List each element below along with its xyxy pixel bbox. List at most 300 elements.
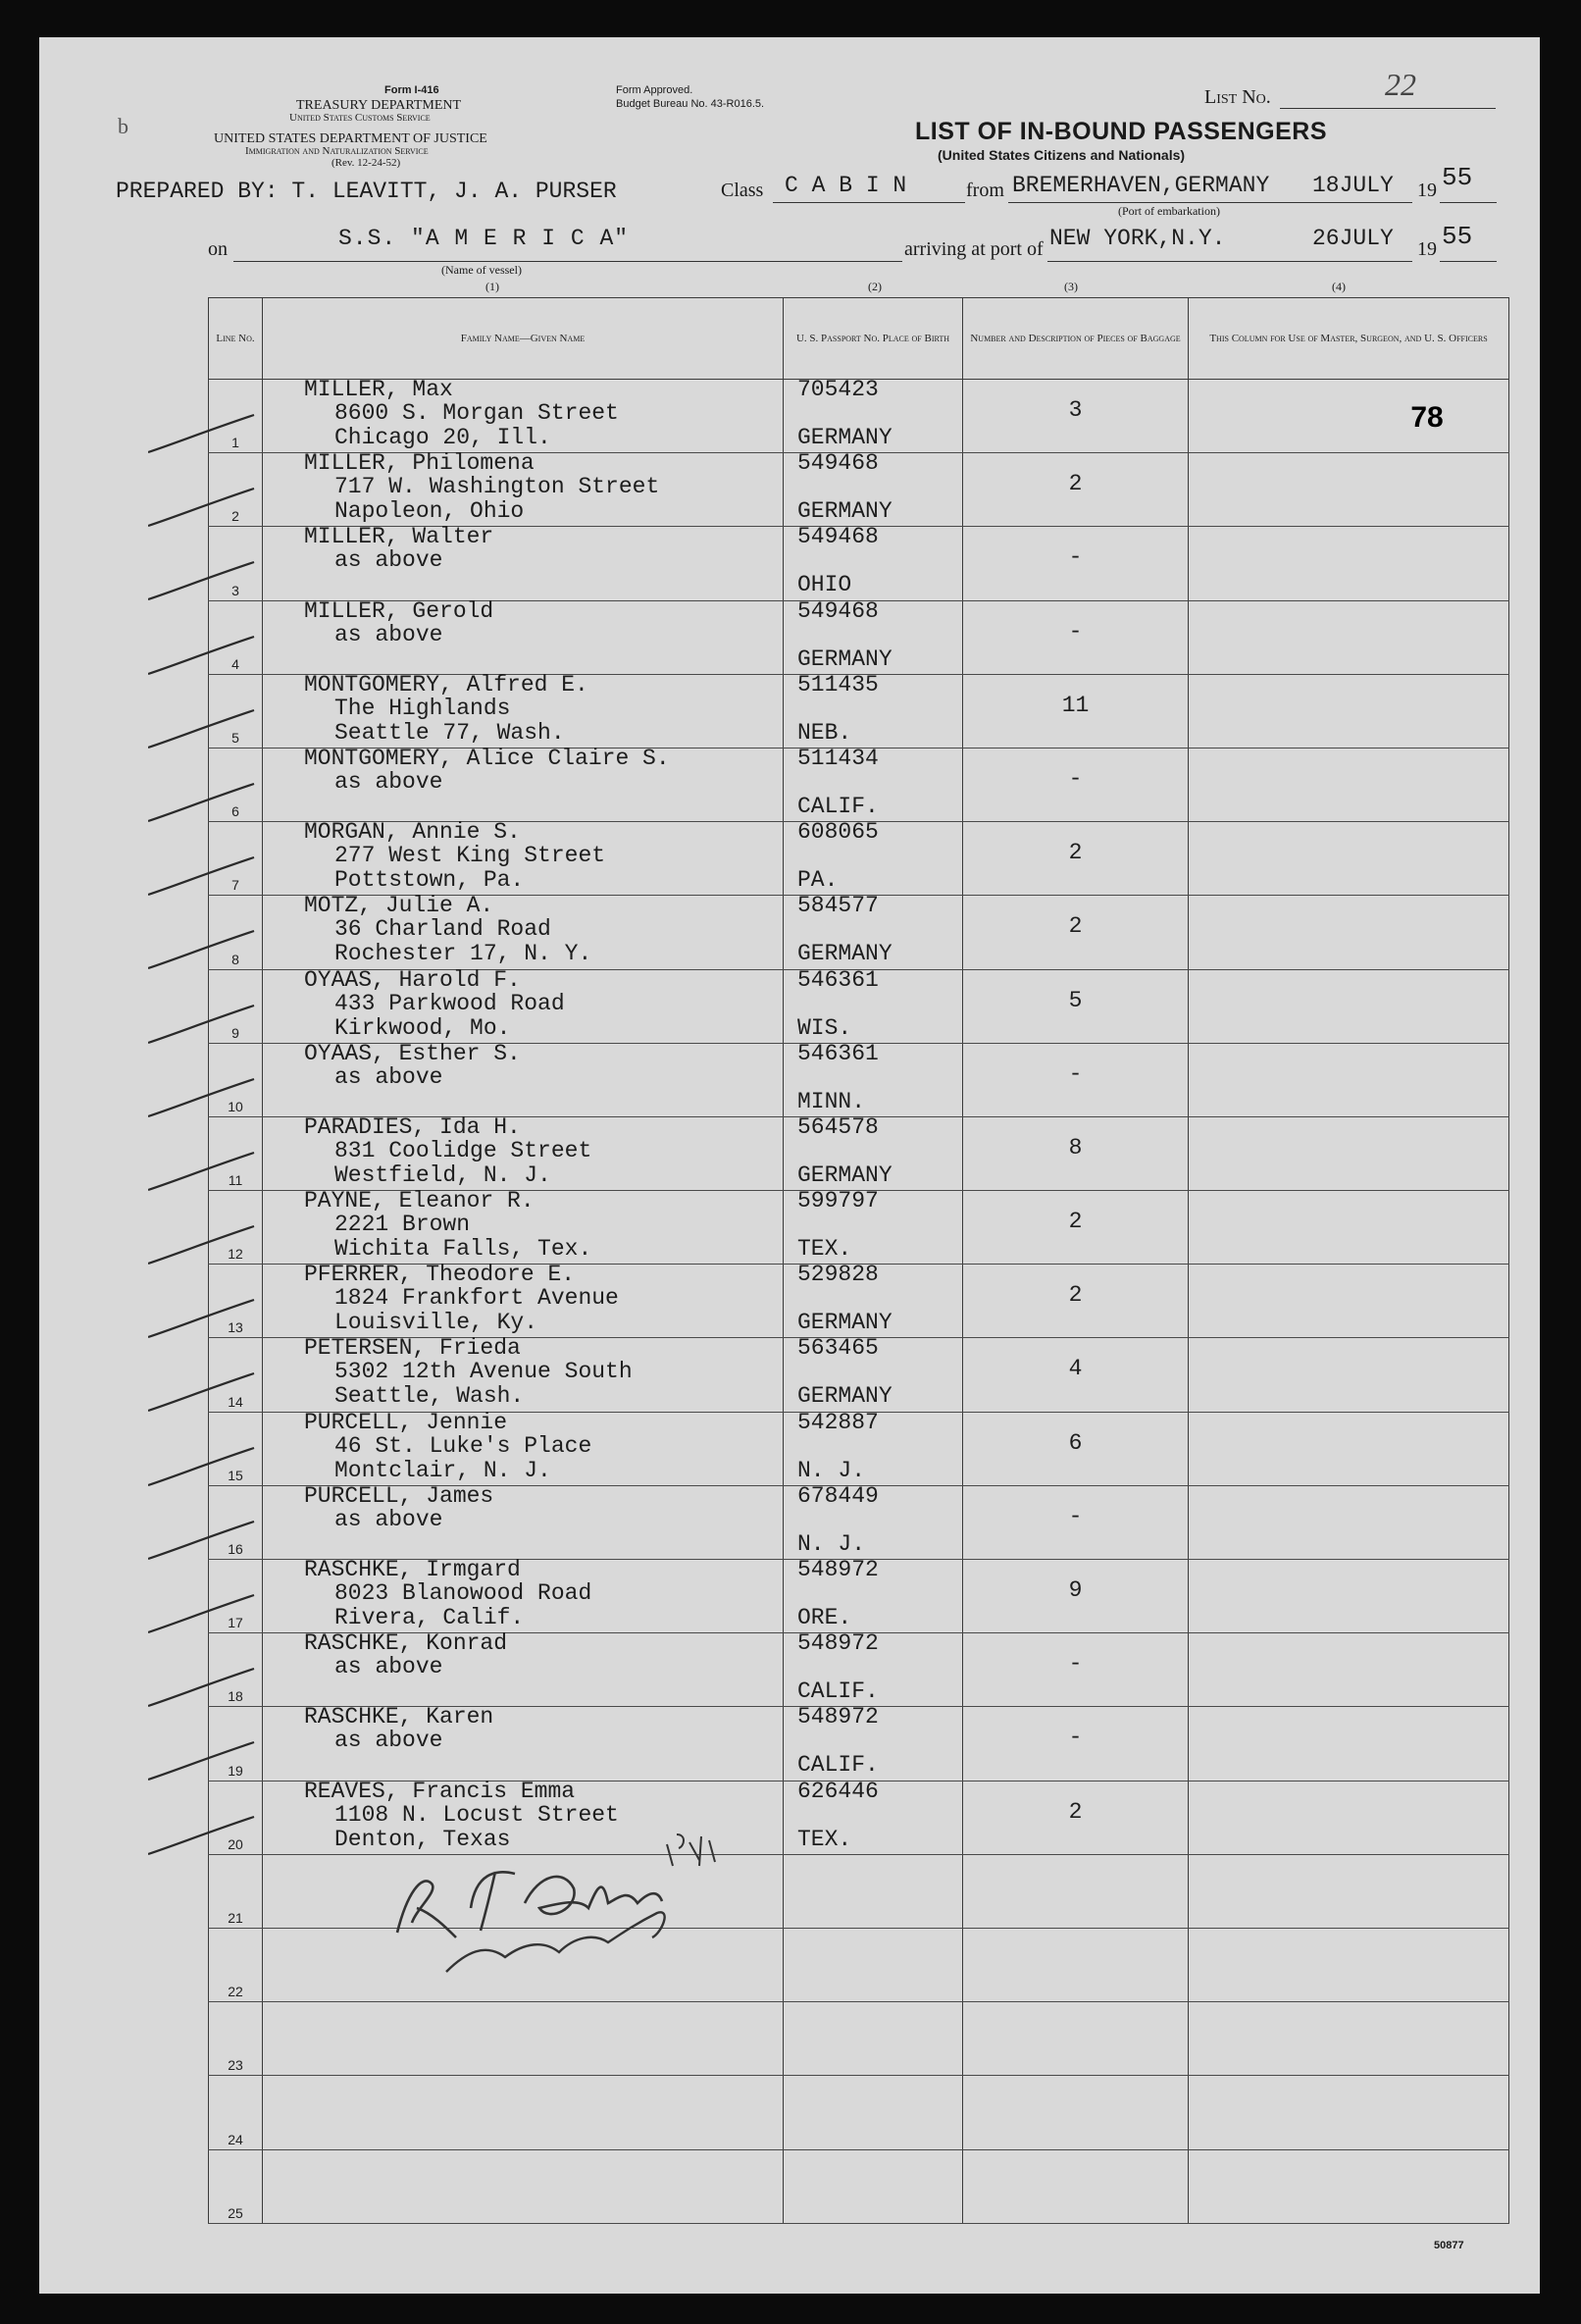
form-number: Form I-416: [384, 84, 439, 96]
passenger-name-cell: [263, 1335, 784, 1412]
baggage-cell: [963, 1707, 1189, 1781]
line-number: 16: [228, 1541, 243, 1557]
passenger-name-cell: [263, 1704, 784, 1781]
place-of-birth: CALIF.: [797, 1678, 879, 1705]
passenger-address-line1: as above: [334, 1728, 443, 1754]
passenger-name: MILLER, Walter: [304, 524, 494, 550]
passenger-name-cell: [263, 893, 784, 969]
class-value: C A B I N: [785, 173, 907, 198]
baggage-cell: [963, 1560, 1189, 1633]
baggage-count: -: [1068, 765, 1083, 792]
check-mark-icon: [148, 1520, 256, 1565]
passenger-name: MONTGOMERY, Alice Claire S.: [304, 745, 670, 771]
table-row: [209, 1043, 1509, 1116]
passport-cell: [784, 966, 963, 1043]
passenger-name: MILLER, Philomena: [304, 450, 535, 477]
prepared-by: PREPARED BY: T. LEAVITT, J. A. PURSER: [116, 179, 617, 204]
passenger-name-cell: [263, 2149, 784, 2223]
passenger-name-cell: [263, 1113, 784, 1190]
line-number-cell: [209, 1560, 263, 1633]
line-number-cell: [209, 1633, 263, 1707]
passenger-address-line2: Louisville, Ky.: [334, 1310, 538, 1336]
passenger-name-cell: [263, 1188, 784, 1265]
line-number: 22: [228, 1984, 243, 2000]
baggage-count: -: [1068, 1060, 1083, 1087]
line-number-cell: [209, 969, 263, 1043]
line-number-cell: [209, 1412, 263, 1485]
line-number: 13: [228, 1319, 243, 1336]
passport-cell: [784, 1630, 963, 1707]
passenger-address-line1: as above: [334, 621, 443, 647]
baggage-count: 2: [1068, 1209, 1083, 1235]
passenger-address-line2: Wichita Falls, Tex.: [334, 1236, 592, 1263]
passenger-name-cell: [263, 671, 784, 748]
line-number-cell: [209, 527, 263, 600]
table-header-row: [209, 298, 1509, 380]
column-number-1: (1): [485, 280, 499, 293]
passenger-name-cell: [263, 966, 784, 1043]
place-of-birth: WIS.: [797, 1014, 852, 1041]
passenger-address-line1: 2221 Brown: [334, 1212, 471, 1238]
passenger-name-cell: [263, 1630, 784, 1707]
check-mark-icon: [148, 635, 256, 680]
passport-cell: [784, 1854, 963, 1928]
passenger-list-form: [39, 37, 1540, 2294]
vessel-name: S.S. "A M E R I C A": [338, 226, 630, 251]
check-mark-icon: [148, 1298, 256, 1343]
header-line-no: Line No.: [209, 298, 263, 380]
place-of-birth: N. J.: [797, 1530, 866, 1557]
check-mark-icon: [148, 1151, 256, 1196]
passenger-address-line2: Westfield, N. J.: [334, 1162, 551, 1188]
check-mark-icon: [148, 487, 256, 532]
passenger-name: OYAAS, Harold F.: [304, 966, 521, 993]
officer-note-cell: [1189, 1707, 1509, 1781]
arrival-date: 26JULY: [1312, 226, 1394, 251]
passenger-address-line1: 46 St. Luke's Place: [334, 1432, 592, 1459]
header-baggage: Number and Description of Pieces of Baggage: [963, 298, 1189, 380]
line-number-cell: [209, 1338, 263, 1412]
passport-number: 529828: [797, 1262, 879, 1288]
footer-code: 50877: [1434, 2240, 1464, 2251]
passenger-address-line2: Napoleon, Ohio: [334, 498, 525, 525]
passenger-address-line1: 717 W. Washington Street: [334, 474, 660, 500]
officer-note-cell: [1189, 1854, 1509, 1928]
check-mark-icon: [148, 413, 256, 458]
check-mark-icon: [148, 1446, 256, 1491]
line-number: 11: [228, 1172, 243, 1189]
place-of-birth: ORE.: [797, 1605, 852, 1630]
passenger-address-line1: as above: [334, 768, 443, 795]
officer-note-cell: [1189, 2002, 1509, 2076]
officer-note-cell: [1189, 1043, 1509, 1116]
table-row: [209, 1116, 1509, 1190]
passenger-address-line2: Pottstown, Pa.: [334, 867, 525, 894]
table-row: [209, 1560, 1509, 1633]
passport-number: 511435: [797, 671, 879, 697]
baggage-cell: [963, 1854, 1189, 1928]
passport-cell: [784, 1557, 963, 1633]
form-subtitle: (United States Citizens and Nationals): [938, 147, 1186, 163]
place-of-birth: OHIO: [797, 572, 852, 598]
year-line: [1440, 202, 1497, 203]
line-number-cell: [209, 1485, 263, 1559]
passenger-name-cell: [263, 524, 784, 600]
baggage-count: 8: [1068, 1134, 1083, 1161]
passenger-name: OYAAS, Esther S.: [304, 1040, 521, 1066]
officer-note-cell: [1189, 600, 1509, 674]
passenger-name: MONTGOMERY, Alfred E.: [304, 671, 588, 697]
table-row: [209, 2076, 1509, 2149]
check-mark-icon: [148, 1371, 256, 1417]
passport-cell: [784, 450, 963, 527]
passport-cell: [784, 745, 963, 821]
baggage-cell: [963, 1928, 1189, 2001]
baggage-cell: [963, 2002, 1189, 2076]
baggage-count: -: [1068, 544, 1083, 571]
passport-cell: [784, 1778, 963, 1854]
baggage-cell: [963, 1412, 1189, 1485]
passport-cell: [784, 1409, 963, 1485]
check-mark-icon: [148, 782, 256, 827]
officer-note-cell: [1189, 1560, 1509, 1633]
from-line: [1008, 202, 1412, 203]
baggage-cell: [963, 1485, 1189, 1559]
table-row: [209, 453, 1509, 527]
line-number-cell: [209, 2076, 263, 2149]
passenger-name: PAYNE, Eleanor R.: [304, 1188, 535, 1214]
place-of-birth: GERMANY: [797, 1162, 892, 1188]
vessel-line: [233, 261, 902, 262]
line-number: 9: [231, 1024, 239, 1041]
form-approved: Form Approved.: [616, 84, 693, 96]
line-number-cell: [209, 1781, 263, 1854]
baggage-cell: [963, 674, 1189, 748]
table-row: [209, 2002, 1509, 2076]
passenger-name-cell: [263, 2002, 784, 2076]
place-of-birth: NEB.: [797, 719, 852, 746]
line-number: 12: [228, 1246, 243, 1263]
baggage-cell: [963, 1043, 1189, 1116]
officer-note-cell: [1189, 1633, 1509, 1707]
passenger-name-cell: [263, 1040, 784, 1116]
place-of-birth: CALIF.: [797, 793, 879, 819]
table-row: [209, 1707, 1509, 1781]
passport-cell: [784, 671, 963, 748]
passport-number: 542887: [797, 1409, 879, 1435]
passenger-name-cell: [263, 1409, 784, 1485]
passenger-address-line1: 433 Parkwood Road: [334, 990, 565, 1016]
passport-number: 549468: [797, 450, 879, 477]
line-number-cell: [209, 1191, 263, 1265]
table-row: [209, 969, 1509, 1043]
line-number-cell: [209, 1116, 263, 1190]
line-number: 19: [228, 1762, 243, 1779]
line-number: 24: [228, 2131, 243, 2147]
table-row: [209, 1191, 1509, 1265]
baggage-count: 2: [1068, 1282, 1083, 1309]
line-number-cell: [209, 1265, 263, 1338]
passport-number: 564578: [797, 1113, 879, 1140]
passenger-address-line2: Chicago 20, Ill.: [334, 425, 551, 450]
passenger-address-line1: 831 Coolidge Street: [334, 1137, 592, 1163]
place-of-birth: TEX.: [797, 1826, 852, 1852]
passenger-name: MOTZ, Julie A.: [304, 893, 494, 919]
inspector-signature: [378, 1815, 790, 1982]
passport-cell: [784, 1040, 963, 1116]
passenger-name: PURCELL, James: [304, 1482, 494, 1509]
check-mark-icon: [148, 1667, 256, 1712]
passport-cell: [784, 819, 963, 896]
passport-number: 563465: [797, 1335, 879, 1362]
passport-cell: [784, 2149, 963, 2223]
passport-cell: [784, 1704, 963, 1781]
check-mark-icon: [148, 1815, 256, 1860]
table-row: [209, 1265, 1509, 1338]
passenger-name: MILLER, Gerold: [304, 597, 494, 624]
place-of-birth: GERMANY: [797, 941, 892, 967]
table-row: [209, 2149, 1509, 2223]
passenger-name-cell: [263, 377, 784, 453]
baggage-count: 4: [1068, 1356, 1083, 1382]
passenger-name: MILLER, Max: [304, 377, 453, 402]
passport-number: 626446: [797, 1778, 879, 1804]
line-number: 2: [231, 508, 239, 525]
baggage-count: 2: [1068, 840, 1083, 866]
line-number-cell: [209, 1854, 263, 1928]
revision-date: (Rev. 12-24-52): [332, 157, 401, 169]
baggage-count: 9: [1068, 1577, 1083, 1603]
passport-number: 548972: [797, 1704, 879, 1730]
arrival-port: NEW YORK,N.Y.: [1049, 226, 1226, 251]
passenger-name-cell: [263, 745, 784, 821]
baggage-count: 5: [1068, 987, 1083, 1013]
passport-cell: [784, 1113, 963, 1190]
check-mark-icon: [148, 1740, 256, 1785]
table-row: [209, 1633, 1509, 1707]
passport-cell: [784, 1335, 963, 1412]
year-prefix: 19: [1417, 180, 1437, 201]
officer-note-cell: [1189, 1338, 1509, 1412]
check-mark-icon: [148, 1077, 256, 1122]
officer-note-cell: [1189, 896, 1509, 969]
baggage-cell: [963, 969, 1189, 1043]
passenger-name-cell: [263, 819, 784, 896]
check-mark-icon: [148, 560, 256, 605]
baggage-count: -: [1068, 1651, 1083, 1678]
column-number-2: (2): [868, 280, 882, 293]
embark-port: BREMERHAVEN,GERMANY: [1012, 173, 1270, 198]
line-number-cell: [209, 2149, 263, 2223]
place-of-birth: CALIF.: [797, 1752, 879, 1779]
line-number: 20: [228, 1835, 243, 1852]
place-of-birth: GERMANY: [797, 1383, 892, 1410]
passport-cell: [784, 1482, 963, 1559]
passenger-address-line1: 1108 N. Locust Street: [334, 1801, 619, 1828]
column-number-3: (3): [1064, 280, 1078, 293]
passenger-address-line2: Seattle, Wash.: [334, 1383, 525, 1410]
form-title: LIST OF IN-BOUND PASSENGERS: [915, 118, 1328, 145]
header-passport: U. S. Passport No. Place of Birth: [784, 298, 963, 380]
officer-note-cell: [1189, 1781, 1509, 1854]
passenger-name-cell: [263, 1557, 784, 1633]
baggage-count: -: [1068, 1725, 1083, 1751]
passport-cell: [784, 597, 963, 674]
passenger-name: PURCELL, Jennie: [304, 1409, 508, 1435]
passenger-address-line1: as above: [334, 1506, 443, 1532]
line-number: 3: [231, 582, 239, 598]
officer-note-cell: [1189, 674, 1509, 748]
passport-cell: [784, 1262, 963, 1338]
line-number-cell: [209, 1043, 263, 1116]
passenger-name-cell: [263, 450, 784, 527]
passenger-name: MORGAN, Annie S.: [304, 819, 521, 846]
baggage-cell: [963, 822, 1189, 896]
line-number-cell: [209, 600, 263, 674]
line-number: 14: [228, 1393, 243, 1410]
passport-number: 546361: [797, 1040, 879, 1066]
passport-number: 548972: [797, 1630, 879, 1657]
check-mark-icon: [148, 929, 256, 974]
baggage-count: 11: [1061, 692, 1090, 718]
arrival-year-prefix: 19: [1417, 238, 1437, 260]
officer-note-cell: [1189, 1116, 1509, 1190]
passenger-name-cell: [263, 1482, 784, 1559]
place-of-birth: GERMANY: [797, 425, 892, 450]
passenger-address-line1: 8023 Blanowood Road: [334, 1580, 592, 1606]
passenger-address-line2: Montclair, N. J.: [334, 1457, 551, 1483]
from-label: from: [966, 180, 1004, 201]
column-number-4: (4): [1332, 280, 1346, 293]
passport-cell: [784, 1188, 963, 1265]
treasury-department: TREASURY DEPARTMENT: [296, 98, 462, 113]
line-number: 15: [228, 1467, 243, 1483]
table-row: [209, 896, 1509, 969]
officer-note: 78: [1410, 401, 1444, 434]
line-number: 6: [231, 803, 239, 820]
table-row: [209, 822, 1509, 896]
customs-service: United States Customs Service: [289, 112, 431, 124]
passenger-address-line1: as above: [334, 547, 443, 574]
table-row: [209, 600, 1509, 674]
passport-cell: [784, 377, 963, 453]
passenger-address-line1: The Highlands: [334, 695, 511, 721]
passenger-address-line1: 36 Charland Road: [334, 916, 551, 943]
baggage-cell: [963, 1781, 1189, 1854]
arrival-line: [1047, 261, 1412, 262]
baggage-count: 6: [1068, 1429, 1083, 1456]
place-of-birth: GERMANY: [797, 1310, 892, 1336]
passenger-name-cell: [263, 1262, 784, 1338]
line-number: 25: [228, 2204, 243, 2221]
passenger-name: PFERRER, Theodore E.: [304, 1262, 576, 1288]
place-of-birth: TEX.: [797, 1236, 852, 1263]
passenger-address-line1: as above: [334, 1063, 443, 1090]
baggage-count: -: [1068, 1503, 1083, 1529]
line-number-cell: [209, 380, 263, 453]
line-number: 23: [228, 2057, 243, 2074]
passport-number: 511434: [797, 745, 879, 771]
header-family-name: Family Name—Given Name: [263, 298, 784, 380]
line-number: 17: [228, 1615, 243, 1631]
list-number-label: List No.: [1204, 86, 1271, 108]
line-number-cell: [209, 674, 263, 748]
arrival-year: 55: [1442, 222, 1473, 251]
passenger-name-cell: [263, 2076, 784, 2149]
officer-note-cell: [1189, 1412, 1509, 1485]
embark-date: 18JULY: [1312, 173, 1394, 198]
line-number: 4: [231, 655, 239, 672]
passenger-address-line2: Rivera, Calif.: [334, 1605, 525, 1630]
place-of-birth: N. J.: [797, 1457, 866, 1483]
baggage-cell: [963, 1191, 1189, 1265]
embark-year: 55: [1442, 163, 1473, 192]
baggage-count: -: [1068, 618, 1083, 645]
ins-service: Immigration and Naturalization Service: [245, 145, 429, 157]
budget-bureau: Budget Bureau No. 43-R016.5.: [616, 98, 765, 110]
passport-number: 584577: [797, 893, 879, 919]
signature-text: [39, 37, 55, 38]
line-number: 21: [228, 1909, 243, 1926]
passenger-name: PETERSEN, Frieda: [304, 1335, 521, 1362]
baggage-count: 2: [1068, 913, 1083, 940]
table-row: [209, 748, 1509, 821]
passenger-name: REAVES, Francis Emma: [304, 1778, 576, 1804]
baggage-cell: [963, 896, 1189, 969]
passport-cell: [784, 893, 963, 969]
passenger-address-line1: as above: [334, 1654, 443, 1680]
officer-note-cell: [1189, 1265, 1509, 1338]
place-of-birth: MINN.: [797, 1088, 866, 1114]
on-label: on: [208, 238, 228, 260]
arrival-year-line: [1440, 261, 1497, 262]
passport-number: 549468: [797, 524, 879, 550]
officer-note-cell: [1189, 2076, 1509, 2149]
table-row: [209, 380, 1509, 453]
justice-department: UNITED STATES DEPARTMENT OF JUSTICE: [214, 131, 487, 146]
line-number-cell: [209, 822, 263, 896]
passenger-name: RASCHKE, Irmgard: [304, 1557, 521, 1582]
officer-note-cell: [1189, 748, 1509, 821]
baggage-count: 3: [1068, 397, 1083, 423]
passenger-address-line2: Denton, Texas: [334, 1826, 511, 1852]
passenger-address-line2: Kirkwood, Mo.: [334, 1014, 511, 1041]
officer-note-cell: [1189, 1485, 1509, 1559]
passenger-address-line2: Rochester 17, N. Y.: [334, 941, 592, 967]
passenger-address-line1: 277 West King Street: [334, 843, 606, 869]
officer-note-cell: [1189, 380, 1509, 453]
baggage-cell: [963, 453, 1189, 527]
passenger-address-line2: Seattle 77, Wash.: [334, 719, 565, 746]
officer-note-cell: [1189, 969, 1509, 1043]
officer-note-cell: [1189, 453, 1509, 527]
passenger-name: RASCHKE, Konrad: [304, 1630, 508, 1657]
passenger-address-line1: 8600 S. Morgan Street: [334, 400, 619, 426]
stamp-b: b: [118, 114, 128, 138]
line-number-cell: [209, 1928, 263, 2001]
class-label: Class: [721, 180, 764, 201]
baggage-cell: [963, 1265, 1189, 1338]
passenger-name-cell: [263, 597, 784, 674]
check-mark-icon: [148, 1004, 256, 1049]
place-of-birth: GERMANY: [797, 498, 892, 525]
line-number: 18: [228, 1688, 243, 1705]
baggage-cell: [963, 1338, 1189, 1412]
baggage-cell: [963, 380, 1189, 453]
passport-number: 548972: [797, 1557, 879, 1582]
passport-cell: [784, 524, 963, 600]
place-of-birth: PA.: [797, 867, 839, 894]
